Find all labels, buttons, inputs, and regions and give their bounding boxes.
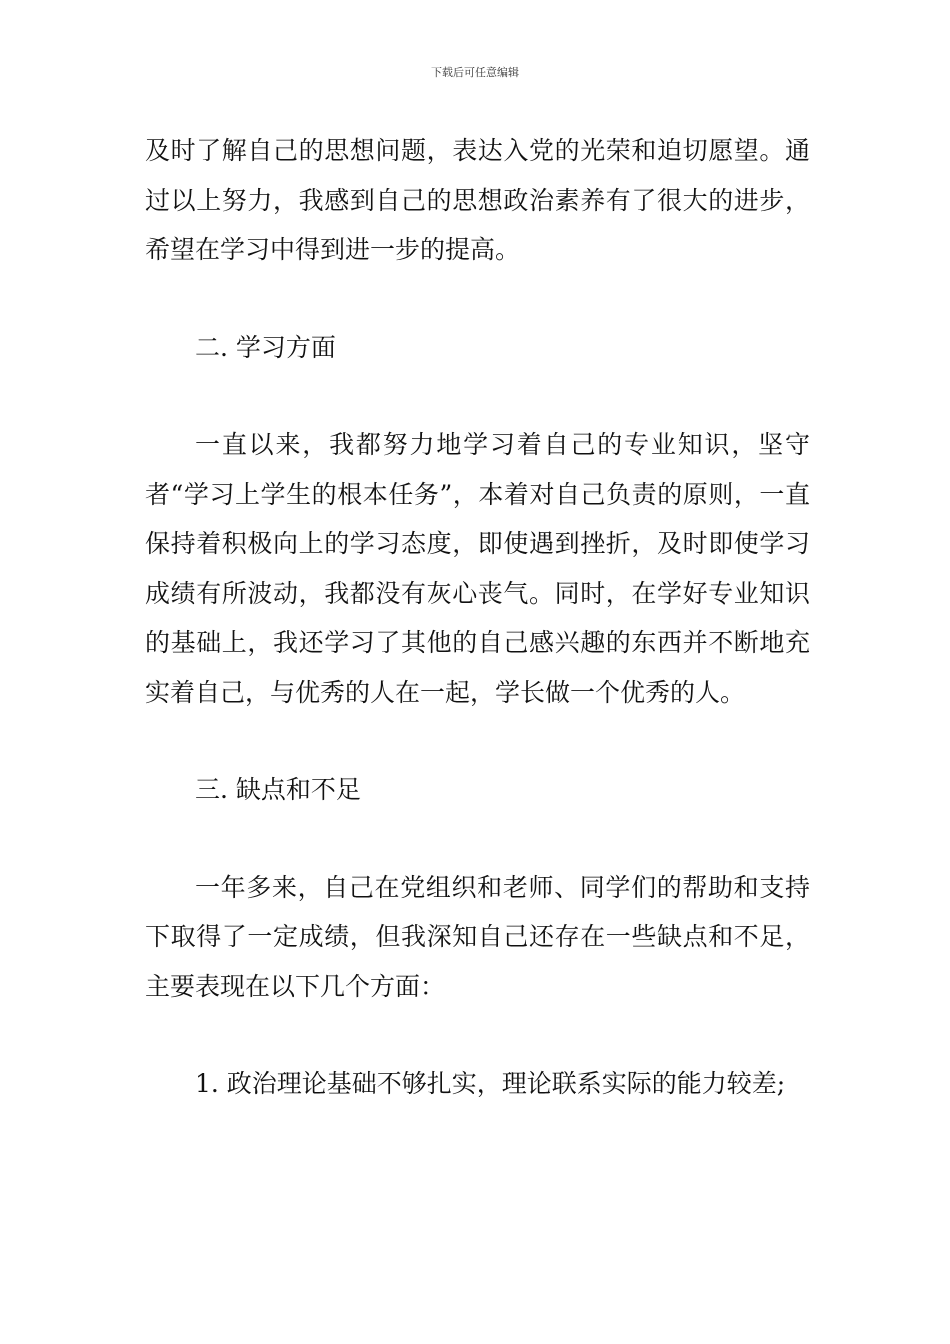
page-header: 下载后可任意编辑 — [431, 66, 519, 79]
list-item-1: 1. 政治理论基础不够扎实，理论联系实际的能力较差; — [195, 1069, 786, 1098]
paragraph-shortcomings: 一年多来，自己在党组织和老师、同学们的帮助和支持下取得了一定成绩，但我深知自己还存在一些缺点和不足，主要表现在以下几个方面： — [145, 872, 810, 1001]
paragraph-continuation: 及时了解自己的思想问题，表达入党的光荣和迫切愿望。通过以上努力，我感到自己的思想政治素养有了很大的进步，希望在学习中得到进一步的提高。 — [145, 136, 810, 264]
section-heading-study: 二. 学习方面 — [195, 332, 336, 362]
paragraph-study: 一直以来，我都努力地学习着自己的专业知识，坚守者“学习上学生的根本任务”，本着对自己负责的原则，一直保持着积极向上的学习态度，即使遇到挫折，及时即使学习成绩有所波动，我都没有灰心丧气。同时，在学好专业知识的基础上，我还学习了其他的自己感兴趣的东西并不断地充实着自己，与优秀的人在一起，学长做一个优秀的人。 — [145, 430, 810, 707]
section-heading-shortcomings: 三. 缺点和不足 — [195, 775, 361, 804]
document-body — [145, 126, 810, 1109]
